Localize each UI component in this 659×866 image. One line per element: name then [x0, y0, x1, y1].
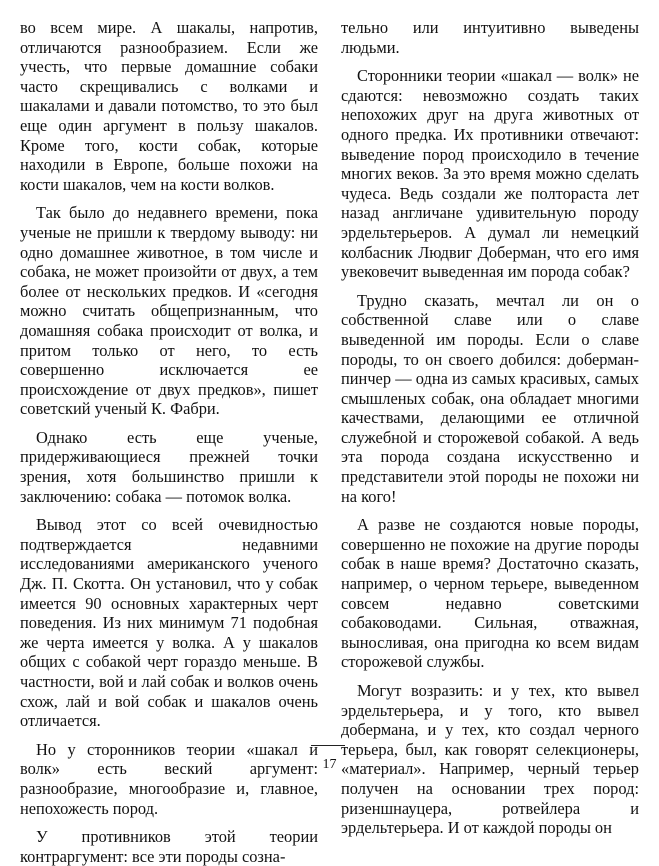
- page-number: 17: [322, 757, 337, 772]
- paragraph: А разве не создаются новые породы, совершенно не похожие на другие породы собак в наше время? Достаточно сказать, например, о черном терьере, выведенном совсем недавно советскими собаководами. Сильная, отважная, выносливая, она пригодна ко всем видам сторожевой службы.: [341, 515, 639, 672]
- folio-rule: [311, 745, 345, 746]
- paragraph: Однако есть еще ученые, придерживающиеся прежней точки зрения, хотя большинство пришли к заключению: собака — потомок волка.: [20, 427, 318, 506]
- paragraph: Вывод этот со всей очевидностью подтверждается недавними исследованиями американского ученого Дж. П. Скотта. Он установил, что у собак имеется 90 основных характерных черт поведения. Из них минимум 71 подобная же черта имеется у волка. А у шакалов общих с собакой черт гораздо меньше. В частности, вой и лай собак и волков очень схож, лай и вой собак и шакалов очень отличается.: [20, 515, 318, 731]
- paragraph: Сторонники теории «шакал — волк» не сдаются: невозможно создать таких непохожих друг на друга животных от одного предка. Их противники отвечают: выведение пород происходило в течение многих веков. За это время можно сделать чудеса. Ведь создали же полтораста лет назад англичане удивительную породу эрдельтерьеров. А думал ли немецкий колбасник Людвиг Доберман, что его имя увековечит выведенная им порода собак?: [341, 66, 639, 282]
- paragraph: тельно или интуитивно выведены людьми.: [341, 18, 639, 57]
- paragraph: У противников этой теории контраргумент: все эти породы созна-: [20, 827, 318, 866]
- right-column: [341, 18, 639, 838]
- left-column: [20, 18, 318, 866]
- paragraph: Трудно сказать, мечтал ли он о собственной славе или о славе выведенной им породы. Если о славе породы, то он своего добился: доберман-пинчер — одна из самых красивых, самых смышленых собак, она обладает многими качествами, делающими ее отличной служебной и сторожевой собакой. А ведь эта порода создана искусственно и представители этой породы не похожи ни на кого!: [341, 290, 639, 506]
- paragraph: Так было до недавнего времени, пока ученые не пришли к твердому выводу: ни одно домашнее животное, в том числе и собака, не может произойти от двух, а тем более от нескольких предков. И «сегодня можно считать общепризнанным, что домашняя собака происходит от волка, и притом только от него, то есть совершенно исключается ее происхождение от двух предков», пишет советский ученый К. Фабри.: [20, 203, 318, 419]
- paragraph: во всем мире. А шакалы, напротив, отличаются разнообразием. Если же учесть, что первые домашние собаки часто скрещивались с волками и шакалами и давали потомство, то это был еще один аргумент в пользу шакалов. Кроме того, кости собак, которые находили в Европе, больше похожи на кости шакалов, чем на кости волков.: [20, 18, 318, 194]
- paragraph: Но у сторонников теории «шакал и волк» есть веский аргумент: разнообразие, многообразие и, главное, непохожесть пород.: [20, 739, 318, 818]
- paragraph: Могут возразить: и у тех, кто вывел эрдельтерьера, и у того, кто вывел добермана, и у тех, кто создал черного терьера, был, как говорят селекционеры, «материал». Например, черный терьер получен на основании трех пород: ризеншнауцера, ротвейлера и эрдельтерьера. И от каждой породы он: [341, 681, 639, 838]
